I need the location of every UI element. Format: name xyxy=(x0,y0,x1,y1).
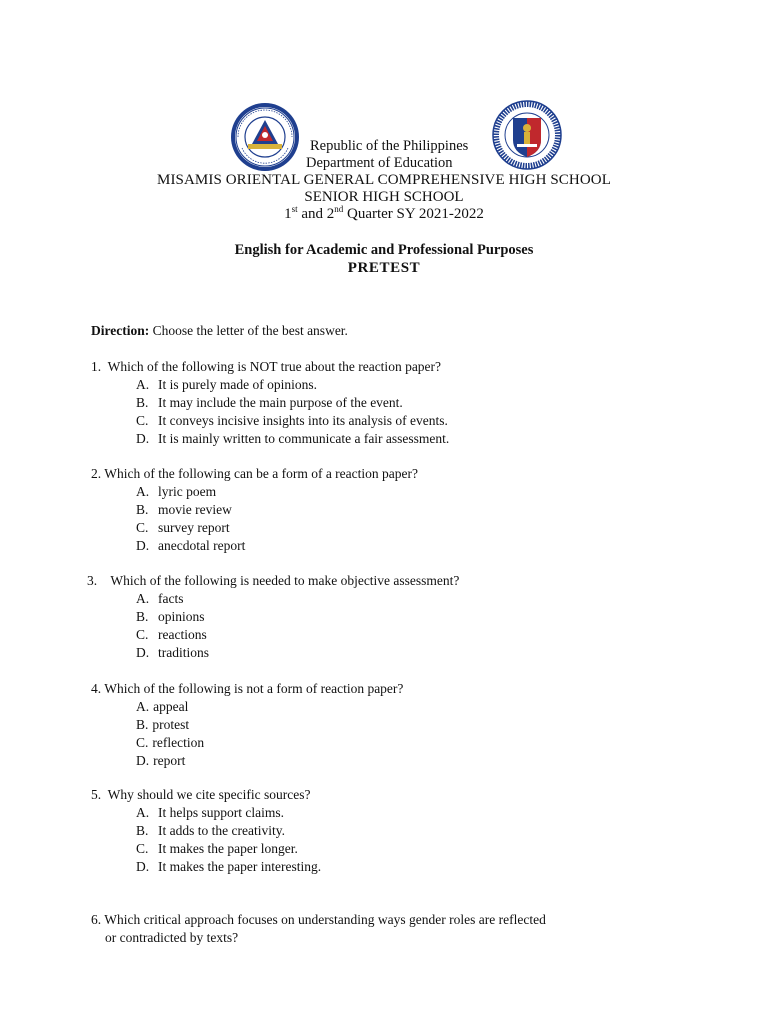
question-5-text xyxy=(91,786,321,804)
question-stem: Which of the following is needed to make objective assessment? xyxy=(110,573,460,588)
option-letter: B. xyxy=(136,502,149,517)
option-letter: D. xyxy=(136,538,150,553)
test-title: PRETEST xyxy=(347,260,421,276)
option-text: opinions xyxy=(158,609,205,624)
option-letter: B. xyxy=(136,395,149,410)
header-school-level: SENIOR HIGH SCHOOL xyxy=(304,189,464,205)
option-c xyxy=(136,626,459,644)
question-number: 3. xyxy=(87,573,98,588)
question-4 xyxy=(91,680,403,770)
question-number: 6. xyxy=(91,912,102,927)
question-4-options xyxy=(91,698,403,770)
quarter-mid: and 2 xyxy=(297,206,335,222)
option-d xyxy=(136,430,449,448)
question-number: 2. xyxy=(91,466,102,481)
option-a xyxy=(136,376,449,394)
question-4-text xyxy=(91,680,403,698)
direction-text: Choose the letter of the best answer. xyxy=(149,323,348,338)
option-letter: D. xyxy=(136,859,150,874)
quarter-second-suffix: nd xyxy=(334,204,344,214)
option-text: It makes the paper longer. xyxy=(158,841,298,856)
option-text: report xyxy=(153,753,186,768)
question-stem: Which of the following is NOT true about the reaction paper? xyxy=(107,359,442,374)
option-b xyxy=(136,608,459,626)
option-letter: A. xyxy=(136,699,150,714)
option-letter: B. xyxy=(136,823,149,838)
question-stem: Which critical approach focuses on understanding ways gender roles are reflected xyxy=(104,912,546,927)
option-d xyxy=(136,858,321,876)
subject-title: English for Academic and Professional Purposes xyxy=(234,242,534,258)
direction xyxy=(91,322,348,340)
option-b xyxy=(136,501,418,519)
question-6-text xyxy=(91,911,546,929)
option-c xyxy=(136,412,449,430)
question-stem: Why should we cite specific sources? xyxy=(107,787,311,802)
question-5-options xyxy=(91,804,321,876)
option-d xyxy=(136,537,418,555)
option-text: It conveys incisive insights into its analysis of events. xyxy=(158,413,448,428)
question-1-options xyxy=(91,376,449,448)
option-letter: B. xyxy=(136,717,149,732)
option-letter: C. xyxy=(136,841,149,856)
option-text: It adds to the creativity. xyxy=(158,823,285,838)
question-3-text xyxy=(87,572,459,590)
option-text: protest xyxy=(152,717,190,732)
question-1 xyxy=(91,358,449,448)
option-b xyxy=(136,394,449,412)
option-letter: C. xyxy=(136,520,149,535)
question-stem: Which of the following can be a form of a reaction paper? xyxy=(104,466,419,481)
option-c xyxy=(136,519,418,537)
question-2 xyxy=(91,465,418,555)
option-letter: B. xyxy=(136,609,149,624)
option-b xyxy=(136,822,321,840)
option-text: movie review xyxy=(158,502,232,517)
option-letter: D. xyxy=(136,753,150,768)
option-text: It helps support claims. xyxy=(158,805,284,820)
question-number: 5. xyxy=(91,787,102,802)
option-text: anecdotal report xyxy=(158,538,246,553)
option-d xyxy=(136,644,459,662)
option-text: reflection xyxy=(152,735,205,750)
option-text: It is mainly written to communicate a fair assessment. xyxy=(158,431,450,446)
option-a xyxy=(136,590,459,608)
question-6 xyxy=(91,911,546,947)
option-text: survey report xyxy=(158,520,230,535)
option-letter: A. xyxy=(136,484,150,499)
option-c xyxy=(136,734,403,752)
option-text: It may include the main purpose of the event. xyxy=(158,395,403,410)
question-2-text xyxy=(91,465,418,483)
option-a xyxy=(136,483,418,501)
quarter-first: 1 xyxy=(284,206,292,222)
question-number: 1. xyxy=(91,359,102,374)
question-3 xyxy=(87,572,459,662)
question-stem: Which of the following is not a form of reaction paper? xyxy=(104,681,404,696)
school-seal-logo xyxy=(228,102,302,172)
option-letter: C. xyxy=(136,735,149,750)
option-text: It makes the paper interesting. xyxy=(158,859,322,874)
option-letter: D. xyxy=(136,431,150,446)
option-b xyxy=(136,716,403,734)
option-text: reactions xyxy=(158,627,207,642)
question-6-text-continued: or contradicted by texts? xyxy=(105,930,239,945)
question-number: 4. xyxy=(91,681,102,696)
quarter-first-suffix: st xyxy=(291,204,298,214)
option-text: appeal xyxy=(153,699,189,714)
header-school-name: MISAMIS ORIENTAL GENERAL COMPREHENSIVE HIGH SCHOOL xyxy=(157,172,611,188)
question-2-options xyxy=(91,483,418,555)
question-1-text xyxy=(91,358,449,376)
option-letter: A. xyxy=(136,377,150,392)
option-text: lyric poem xyxy=(158,484,217,499)
option-text: facts xyxy=(158,591,184,606)
option-letter: C. xyxy=(136,627,149,642)
option-a xyxy=(136,804,321,822)
option-c xyxy=(136,840,321,858)
option-text: It is purely made of opinions. xyxy=(158,377,317,392)
option-letter: C. xyxy=(136,413,149,428)
header-quarter xyxy=(0,206,768,223)
deped-seal-logo xyxy=(490,100,564,170)
option-a xyxy=(136,698,403,716)
question-5 xyxy=(91,786,321,876)
quarter-rest: Quarter SY 2021-2022 xyxy=(343,206,484,222)
option-d xyxy=(136,752,403,770)
direction-label: Direction: xyxy=(91,323,150,338)
option-letter: D. xyxy=(136,645,150,660)
question-3-options xyxy=(87,590,459,662)
option-letter: A. xyxy=(136,591,150,606)
option-letter: A. xyxy=(136,805,150,820)
header-department: Department of Education xyxy=(306,155,453,171)
header-republic: Republic of the Philippines xyxy=(310,138,469,154)
option-text: traditions xyxy=(158,645,209,660)
